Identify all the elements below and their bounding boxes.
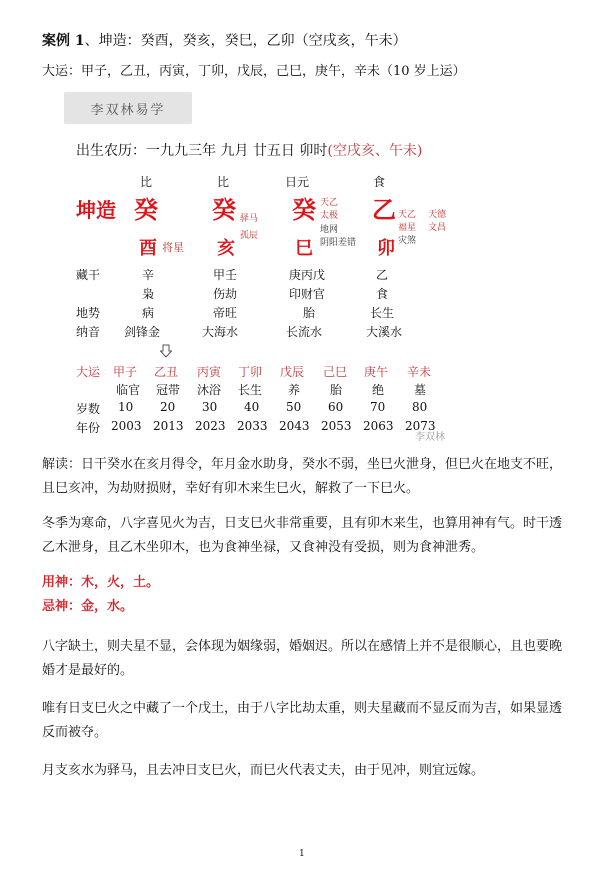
shishen-hour: 食 (373, 175, 386, 189)
branch-year: 酉 (139, 238, 157, 259)
nayin-day: 长流水 (286, 325, 323, 339)
brand-banner-text: 李双林易学 (90, 103, 166, 118)
paragraph-2: 冬季为寒命，八字喜见火为吉，日支巳火非常重要，且有卯木来生，也算用神有气。时干透乙木泄身，且乙木坐卯木，也为食神坐禄，又食神没有受损，则为食神泄秀。 (42, 516, 563, 555)
canggan-hour: 乙 (376, 268, 389, 282)
shensha-month-2: 孤辰 (240, 231, 259, 241)
page-number: 1 (299, 849, 305, 859)
year-5: 2043 (279, 419, 310, 433)
nayin-year: 剑锋金 (124, 325, 161, 339)
age-2: 20 (160, 400, 176, 414)
dishi-day: 胎 (303, 306, 316, 320)
canggan-shishen-day: 印财官 (289, 287, 326, 301)
birth-date (76, 140, 422, 160)
case-title (42, 30, 407, 50)
branch-month: 亥 (217, 238, 235, 259)
canggan-label: 藏干 (76, 268, 101, 282)
paragraph-4: 唯有日支巳火之中藏了一个戊土，由于八字比劫太重，则夫星藏而不显反而为吉，如果显透反而被夺。 (42, 701, 563, 740)
shensha-day-1: 天乙 (320, 198, 339, 208)
shishen-year: 比 (140, 175, 153, 189)
dayun-5: 戊辰 (280, 365, 305, 379)
nayin-label: 纳音 (76, 325, 101, 339)
year-6: 2053 (321, 419, 352, 433)
age-4: 40 (244, 400, 260, 414)
dishi-year: 病 (142, 306, 155, 320)
dayun-2: 乙丑 (154, 365, 179, 379)
age-3: 30 (202, 400, 218, 414)
case-label: 案例 1 (42, 33, 85, 49)
nayin-month: 大海水 (202, 325, 239, 339)
nayin-hour: 大溪水 (366, 325, 403, 339)
year-1: 2003 (111, 419, 142, 433)
yongshen-line: 用神：木，火，土。 (42, 575, 160, 590)
dayun-6: 己巳 (323, 365, 348, 379)
stem-hour: 乙 (372, 195, 396, 224)
branch-day: 巳 (295, 238, 313, 259)
dishi-label: 地势 (76, 306, 101, 320)
dayun-3: 丙寅 (197, 365, 222, 379)
dayun-8: 辛未 (407, 365, 432, 379)
year-label: 年份 (76, 421, 101, 435)
age-1: 10 (118, 400, 134, 414)
dayun-state-6: 胎 (330, 383, 343, 397)
paragraph-1: 解读：日干癸水在亥月得令，年月金水助身，癸水不弱，坐巳火泄身，但巳火在地支不旺，且巳亥冲，为劫财损财，幸好有卯木来生巳火，解救了一下巳火。 (42, 457, 563, 496)
shensha-day-3: 地网 (320, 225, 339, 235)
jishen-line: 忌神：金，水。 (42, 599, 134, 614)
brand-banner (64, 92, 192, 124)
shensha-day-2: 太极 (320, 211, 339, 221)
dayun-1: 甲子 (113, 365, 138, 379)
kun-zao-label: 坤造 (76, 198, 116, 222)
arrow-down-icon (160, 344, 172, 358)
age-8: 80 (412, 400, 428, 414)
shensha-hour-2: 福星 (398, 223, 417, 233)
dayun-line: 大运：甲子，乙丑，丙寅，丁卯，戊辰，己巳，庚午，辛未（10 岁上运） (42, 64, 466, 79)
dishi-hour: 长生 (370, 306, 395, 320)
year-3: 2023 (195, 419, 226, 433)
shensha-month-1: 驿马 (240, 214, 259, 224)
stem-year: 癸 (134, 195, 158, 224)
canggan-shishen-hour: 食 (376, 287, 389, 301)
dayun-state-3: 沐浴 (197, 383, 222, 397)
branch-hour: 卯 (377, 238, 395, 259)
shensha-hour-3: 灾煞 (398, 236, 417, 246)
dayun-state-5: 养 (288, 383, 301, 397)
year-7: 2063 (363, 419, 394, 433)
shensha-hour-1: 天乙 (398, 210, 417, 220)
age-6: 60 (328, 400, 344, 414)
dayun-state-2: 冠带 (156, 383, 181, 397)
birth-date-text: 出生农历：一九九三年 九月 廿五日 卯时 (76, 143, 328, 159)
age-label: 岁数 (76, 402, 101, 416)
birth-empty: (空戌亥、午未) (327, 143, 423, 159)
age-7: 70 (370, 400, 386, 414)
watermark: 李双林 (415, 432, 445, 443)
year-4: 2033 (237, 419, 268, 433)
shensha-day-4: 阴阳差错 (320, 238, 357, 248)
canggan-day: 庚丙戊 (289, 268, 326, 282)
dishi-month: 帝旺 (213, 306, 238, 320)
paragraph-5: 月支亥水为驿马，且去冲日支巳火，而巳火代表丈夫，由于见冲，则宜远嫁。 (42, 763, 485, 778)
shensha-hour-4: 天德 (428, 210, 447, 220)
bazi-chart-image (64, 92, 478, 443)
dayun-state-1: 临官 (116, 383, 141, 397)
canggan-month: 甲壬 (213, 268, 238, 282)
canggan-shishen-month: 伤劫 (213, 287, 238, 301)
shishen-month: 比 (217, 175, 230, 189)
dayun-label: 大运 (76, 365, 101, 379)
year-8: 2073 (405, 419, 436, 433)
shensha-jiangxing: 将星 (162, 241, 184, 254)
canggan-shishen-year: 枭 (142, 287, 155, 301)
dayun-4: 丁卯 (238, 365, 263, 379)
stem-month: 癸 (212, 195, 236, 224)
year-2: 2013 (153, 419, 184, 433)
case-rest: 、坤造：癸酉，癸亥，癸巳，乙卯（空戌亥，午未） (84, 33, 407, 49)
dayun-state-4: 长生 (238, 383, 263, 397)
age-5: 50 (286, 400, 302, 414)
dayun-7: 庚午 (364, 365, 389, 379)
dayun-state-7: 绝 (372, 383, 385, 397)
shensha-hour-5: 文昌 (428, 223, 447, 233)
shishen-day: 日元 (285, 175, 310, 189)
stem-day: 癸 (292, 195, 316, 224)
dayun-state-8: 墓 (414, 383, 427, 397)
paragraph-3: 八字缺土，则夫星不显，会体现为姻缘弱，婚姻迟。所以在感情上并不是很顺心，且也要晚婚才是最好的。 (42, 639, 563, 678)
canggan-year: 辛 (142, 268, 155, 282)
